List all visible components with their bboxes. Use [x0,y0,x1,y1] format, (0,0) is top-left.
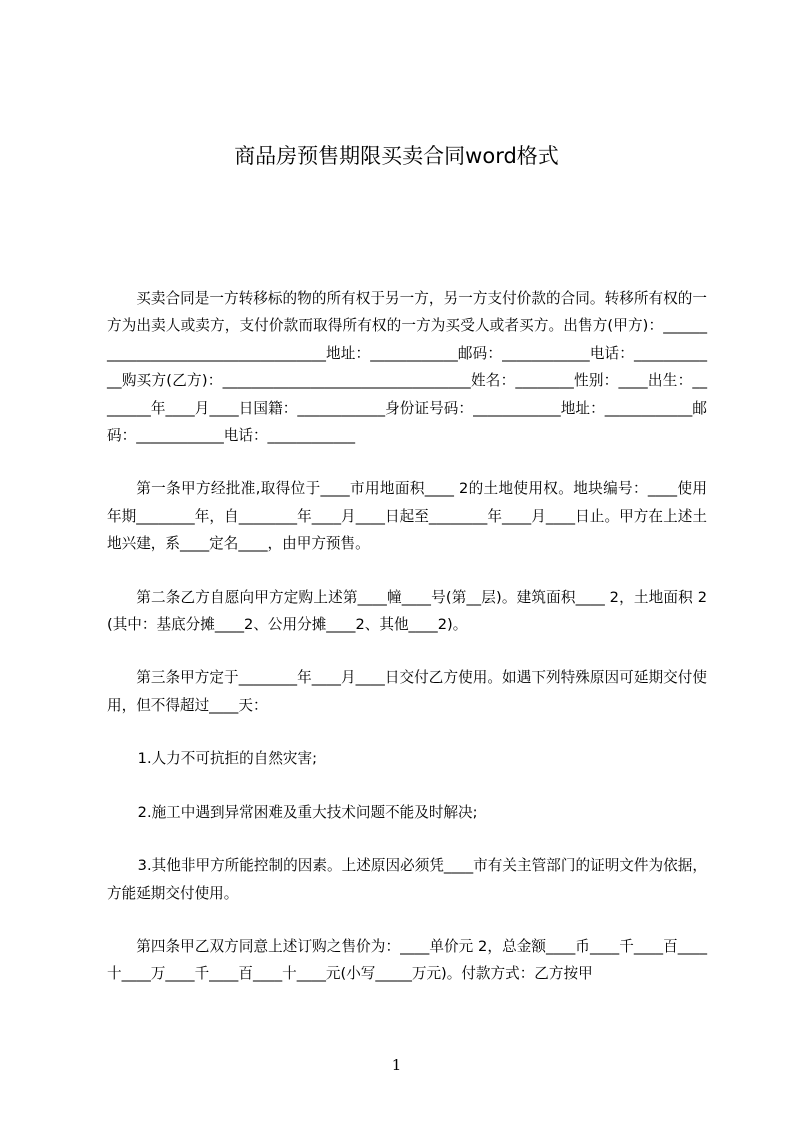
article-1-paragraph: 第一条甲方经批准,取得位于____市用地面积____ 2的土地使用权。地块编号：____使用年期________年，自________年____月____日起至________年____月____日止。甲方在上述土地兴建，系____定名____，由甲方预售。 [107,480,707,553]
page-number: 1 [391,1056,402,1074]
list-item-2: 2.施工中遇到异常困难及重大技术问题不能及时解决; [137,803,478,821]
intro-paragraph: 买卖合同是一方转移标的物的所有权于另一方，另一方支付价款的合同。转移所有权的一方为出卖人或卖方，支付价款而取得所有权的一方为买受人或者买方。出售方(甲方)：____________________________________地址：____________邮码：____________电话：____________购买方(乙方)：__________________________________姓名：________性别：____出生：________年____月____日国籍：____________身份证号码：____________地址：____________邮码：____________电话：____________ [107,290,707,445]
article-2-paragraph: 第二条乙方自愿向甲方定购上述第____幢____号(第__层)。建筑面积____ 2，土地面积 2(其中：基底分摊____2、公用分摊____2、其他____2)。 [107,588,707,634]
document-title: 商品房预售期限买卖合同word格式 [234,144,559,168]
list-item-3: 3.其他非甲方所能控制的因素。上述原因必须凭____市有关主管部门的证明文件为依据，方能延期交付使用。 [107,857,707,902]
list-item-1: 1.人力不可抗拒的自然灾害; [137,750,318,768]
article-4-paragraph: 第四条甲乙双方同意上述订购之售价为：____单价元 2，总金额____币____千____百____十____万____千____百____十____元(小写_____万元)。付款方式：乙方按甲 [107,937,707,983]
document-body [107,285,707,988]
article-3-paragraph: 第三条甲方定于________年____月____日交付乙方使用。如遇下列特殊原因可延期交付使用，但不得超过____天： [107,669,707,714]
